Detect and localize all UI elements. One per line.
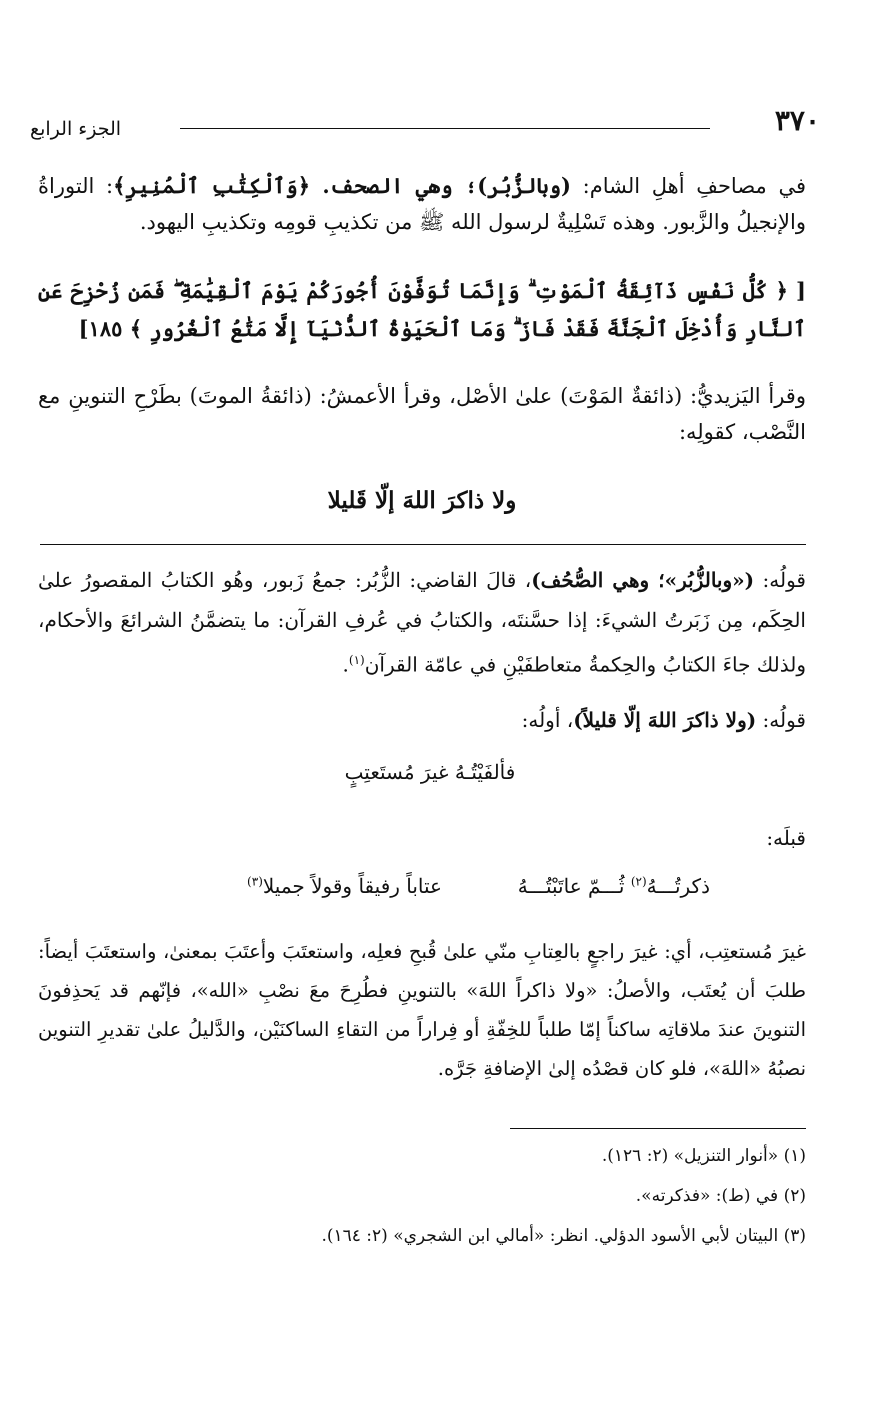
main-text-paragraph-2: وقرأ اليَزيديُّ: (ذائقةٌ المَوْتَ) علىٰ الأصْل، وقرأ الأعمشُ: (ذائقةُ الموتَ) بطَرْحِ التنوينِ مع النَّصْب، كقولِه:: [38, 384, 806, 444]
poetry-hemistich-left: [172, 874, 442, 898]
main-text-segment: : التوراةُ والإنجيلُ والزَّبور. وهذه تَسْلِيةٌ لرسول الله ﷺ من تكذيبِ قومِه وتكذيبِ اليهود.: [38, 174, 806, 234]
footnote-ref[interactable]: (٣): [247, 874, 263, 889]
commentary-segment: .: [342, 652, 349, 677]
commentary-paragraph-1: [38, 560, 806, 685]
page-number: ٣٧٠: [774, 104, 820, 137]
header-rule: [180, 128, 710, 129]
hemistich-segment: عتاباً رفيقاً وقولاً جميلا: [262, 874, 442, 898]
hemistich-segment: ثُـــمّ عاتَبْتُـــهُ: [517, 874, 631, 898]
footnote: (٣) البيتان لأبي الأسود الدؤلي. انظر: «أمالي ابن الشجري» (٢: ١٦٤).: [321, 1226, 806, 1246]
commentary-segment: قولُه:: [754, 568, 806, 592]
main-text-segment: في مصاحفِ أهلِ الشام:: [570, 174, 806, 198]
footnote: (٢) في (ط): «فذكرته».: [635, 1186, 806, 1206]
commentary-lemma: («وبالزُّبُر»؛ وهي الصُّحُف): [531, 568, 755, 592]
page-header: [30, 104, 820, 144]
poetry-hemistich: فألفَيْتُـهُ غيرَ مُستَعتِبٍ: [344, 760, 516, 784]
footnote-ref[interactable]: (١): [348, 653, 365, 667]
quran-verse-block: [ ﴿ كُلُّ نَفْسٍ ذَآئِقَةُ ٱلْمَوْتِ ۗ وَإِنَّمَا تُوَفَّوْنَ أُجُورَكُمْ يَوْمَ ٱلْقِيَٰمَةِ ۖ فَمَن زُحْزِحَ عَنِ ٱلنَّارِ وَأُدْخِلَ ٱلْجَنَّةَ فَقَدْ فَازَ ۗ وَمَا ٱلْحَيَوٰةُ ٱلدُّنْيَآ إِلَّا مَتَٰعُ ٱلْغُرُورِ ﴾ ١٨٥]: [38, 278, 806, 341]
commentary-paragraph-3: قبلَه:: [766, 826, 806, 850]
poetry-hemistich-right: [470, 874, 710, 898]
commentary-paragraph-2: [38, 702, 806, 738]
commentary-separator: [40, 544, 806, 545]
commentary-segment: قولُه:: [756, 708, 806, 732]
commentary-segment: ، أولُه:: [521, 708, 574, 732]
footnote-ref[interactable]: (٢): [630, 874, 647, 889]
main-text-paragraph-1: [38, 168, 806, 240]
footnote-separator: [510, 1128, 806, 1129]
poetry-verse: ولا ذاكرَ اللهَ إلّا قَليلا: [327, 487, 517, 514]
commentary-segment: ، قالَ القاضي: الزُّبُر: جمعُ زَبور، وهُو الكتابُ المقصورُ علىٰ الحِكَم، مِن زَبَرتُ الشيءَ: إذا حسَّنتَه، والكتابُ في عُرفِ القرآن: ما يتضمَّنُ الشرائعَ والأحكام، ولذلك جاءَ الكتابُ والحِكمةُ متعاطفَيْنِ في عامّة القرآن: [38, 568, 806, 677]
commentary-lemma: (ولا ذاكرَ اللهَ إلّا قليلاً): [573, 708, 757, 732]
part-title: الجزء الرابع: [30, 118, 122, 140]
hemistich-segment: ذكرتُـــهُ: [646, 874, 710, 898]
main-text-bold: (وبالزُّبُر)؛ وهي الصحف.: [310, 173, 571, 198]
quran-citation: ﴿وَٱلْكِتَٰبِ ٱلْمُنِيرِ﴾: [113, 173, 311, 198]
footnote: (١) «أنوار التنزيل» (٢: ١٢٦).: [601, 1146, 806, 1166]
commentary-paragraph-4: غيرَ مُستعتِب، أي: غيرَ راجعٍ بالعِتابِ منّي علىٰ قُبحِ فعلِه، واستعتَبَ وأعتَبَ بمعنىٰ، واستعتَبَ أيضاً: طلبَ أن يُعتَب، والأصلُ: «ولا ذاكراً اللهَ» بالتنوينِ فطُرِحَ معَ نصْبِ «الله»، فإنّهم قد يَحذِفونَ التنوينَ عندَ ملاقاتِه ساكناً إمّا طلباً للخِفّةِ أو فِراراً من التقاءِ الساكنَيْن، والدَّليلُ علىٰ تقديرِ التنوين نصبُهُ «اللهَ»، فلو كان قصْدُه إلىٰ الإضافةِ جَرَّه.: [38, 940, 806, 1080]
